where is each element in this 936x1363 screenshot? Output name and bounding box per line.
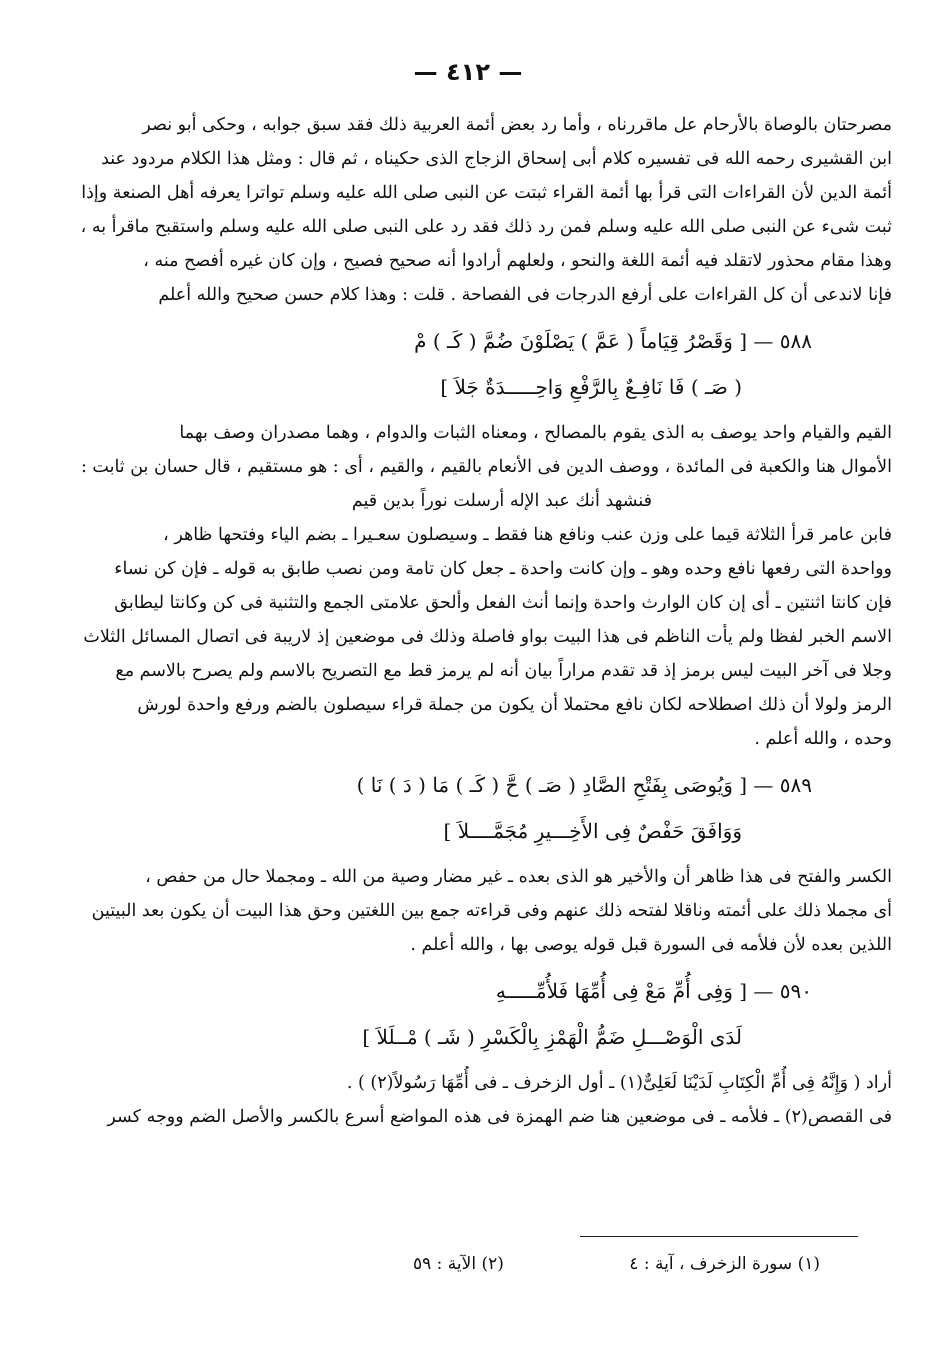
text-line: مصرحتان بالوصاة بالأرحام عل ماقررناه ، وأما رد بعض أئمة العربية ذلك فقد سبق جوابه ، وحكى أبو نصر bbox=[142, 115, 892, 135]
text-line: القيم والقيام واحد يوصف به الذى يقوم بالمصالح ، ومعناه الثبات والدوام ، وهما مصدران وصف بهما bbox=[179, 423, 892, 443]
verse-588-line-2: ( صَـ ) فَا نَافِـعٌ بِالرَّفْعِ وَاحِـــــدَةٌ جَلاَ ] bbox=[440, 375, 742, 399]
text-line: الكسر والفتح فى هذا ظاهر أن والأخير هو الذى بعده ـ غير مضار وصية من الله ـ ومجملا حال من حفص ، bbox=[145, 867, 892, 887]
verse-589-line-1: ٥٨٩ — [ وَيُوصَى بِفَتْحِ الصَّادِ ( صَـ ) حَّ ( كَـ ) مَا ( دَ ) نَا ) bbox=[356, 773, 812, 797]
footnotes bbox=[300, 1250, 820, 1278]
text-line: أى مجملا ذلك على أئمته وناقلا لفتحه ذلك عنهم وفى قراءته جمع بين اللغتين وحق هذا البيت أن يكون بعد البيتين bbox=[91, 901, 892, 921]
page-number: — ٤١٢ — bbox=[413, 58, 523, 86]
text-line: فإن كانتا اثنتين ـ أى إن كان الوارث واحدة وإنما أنث الفعل وألحق علامتى الجمع والتثنية فى كن وكانتا ليطابق bbox=[114, 593, 892, 613]
text-line: ثبت شىء عن النبى صلى الله عليه وسلم فمن رد ذلك فقد رد على النبى صلى الله عليه وسلم واستقبح ماقرأ به ، bbox=[80, 217, 892, 237]
text-line: وهذا مقام محذور لاتقلد فيه أئمة اللغة والنحو ، ولعلهم أرادوا أنه صحيح فصيح ، وإن كان غيره أفصح منه ، bbox=[143, 251, 892, 271]
main-text bbox=[42, 108, 892, 1134]
poem-line: فنشهد أنك عبد الإله أرسلت نوراً بدين قيم bbox=[351, 491, 652, 511]
footnote-1: (١) سورة الزخرف ، آية : ٤ bbox=[629, 1254, 820, 1274]
verse-590-line-1: ٥٩٠ — [ وَفِى أُمِّ مَعْ فِى أُمِّهَا فَلأُمِّـــــهِ bbox=[495, 979, 812, 1003]
text-line: الأموال هنا والكعبة فى المائدة ، ووصف الدين فى الأنعام بالقيم ، والقيم ، أى : هو مستقيم ، قال حسان بن ثابت : bbox=[80, 457, 892, 477]
text-line: فإنا لاندعى أن كل القراءات على أرفع الدرجات فى الفصاحة . قلت : وهذا كلام حسن صحيح والله أعلم bbox=[158, 285, 892, 305]
text-line: وجلا فى آخر البيت ليس برمز إذ قد تقدم مراراً بيان أنه لم يرمز قط مع التصريح بالاسم ولم يصرح بالاسم مع bbox=[115, 661, 892, 681]
verse-588-line-1: ٥٨٨ — [ وَقَصْرُ قِيَاماً ( عَمَّ ) يَصْلَوْنَ ضُمَّ ( كَـ ) مْ bbox=[414, 329, 812, 353]
footnote-2: (٢) الآية : ٥٩ bbox=[413, 1254, 504, 1274]
text-line: الاسم الخبر لفظا ولم يأت الناظم فى هذا البيت بواو فاصلة وذلك فى موضعين إذ لاريبة فى اتصال المسائل الثلاث bbox=[83, 627, 892, 647]
text-line: اللذين بعده لأن فلأمه فى السورة قبل قوله يوصى بها ، والله أعلم . bbox=[410, 935, 892, 955]
text-line: أراد ( وَإِنَّهُ فِى أُمِّ الْكِتَابِ لَدَيْنَا لَعَلِىٌّ(١) ـ أول الزخرف ـ فى أُمِّهَا رَسُولاً(٢) ) . bbox=[346, 1073, 892, 1093]
verse-589-line-2: وَوَافَقَ حَفْصٌ فِى الأَخِـــيرِ مُجَمَّــــلاَ ] bbox=[443, 819, 742, 843]
text-line: وواحدة التى رفعها نافع وحده وهو ـ وإن كانت واحدة ـ جعل كان تامة ومن نصب طابق به قوله ـ فإن كن نساء bbox=[114, 559, 892, 579]
text-line: فى القصص(٢) ـ فلأمه ـ فى موضعين هنا ضم الهمزة فى هذه المواضع أسرع بالكسر والأصل الضم ووجه كسر bbox=[107, 1107, 892, 1127]
footnote-divider bbox=[580, 1236, 858, 1237]
text-line: أئمة الدين لأن القراءات التى قرأ بها أئمة القراء ثبتت عن النبى صلى الله عليه وسلم تواترا يعرفه أهل الصنعة وإذا bbox=[81, 183, 892, 203]
text-line: ابن القشيرى رحمه الله فى تفسيره كلام أبى إسحاق الزجاج الذى حكيناه ، ثم قال : ومثل هذا الكلام مردود عند bbox=[101, 149, 892, 169]
text-line: فابن عامر قرأ الثلاثة قيما على وزن عنب ونافع هنا فقط ـ وسيصلون سعـيرا ـ بضم الياء وفتحها ظاهر ، bbox=[163, 525, 892, 545]
verse-590-line-2: لَدَى الْوَصْـــلِ ضَمُّ الْهَمْزِ بِالْكَسْرِ ( شَـ ) مْــلَلاَ ] bbox=[362, 1025, 742, 1049]
text-line: وحده ، والله أعلم . bbox=[754, 729, 892, 749]
text-line: الرمز ولولا أن ذلك اصطلاحه لكان نافع محتملا أن يكون من جملة قراء سيصلون بالضم ورفع واحدة لورش bbox=[137, 695, 892, 715]
